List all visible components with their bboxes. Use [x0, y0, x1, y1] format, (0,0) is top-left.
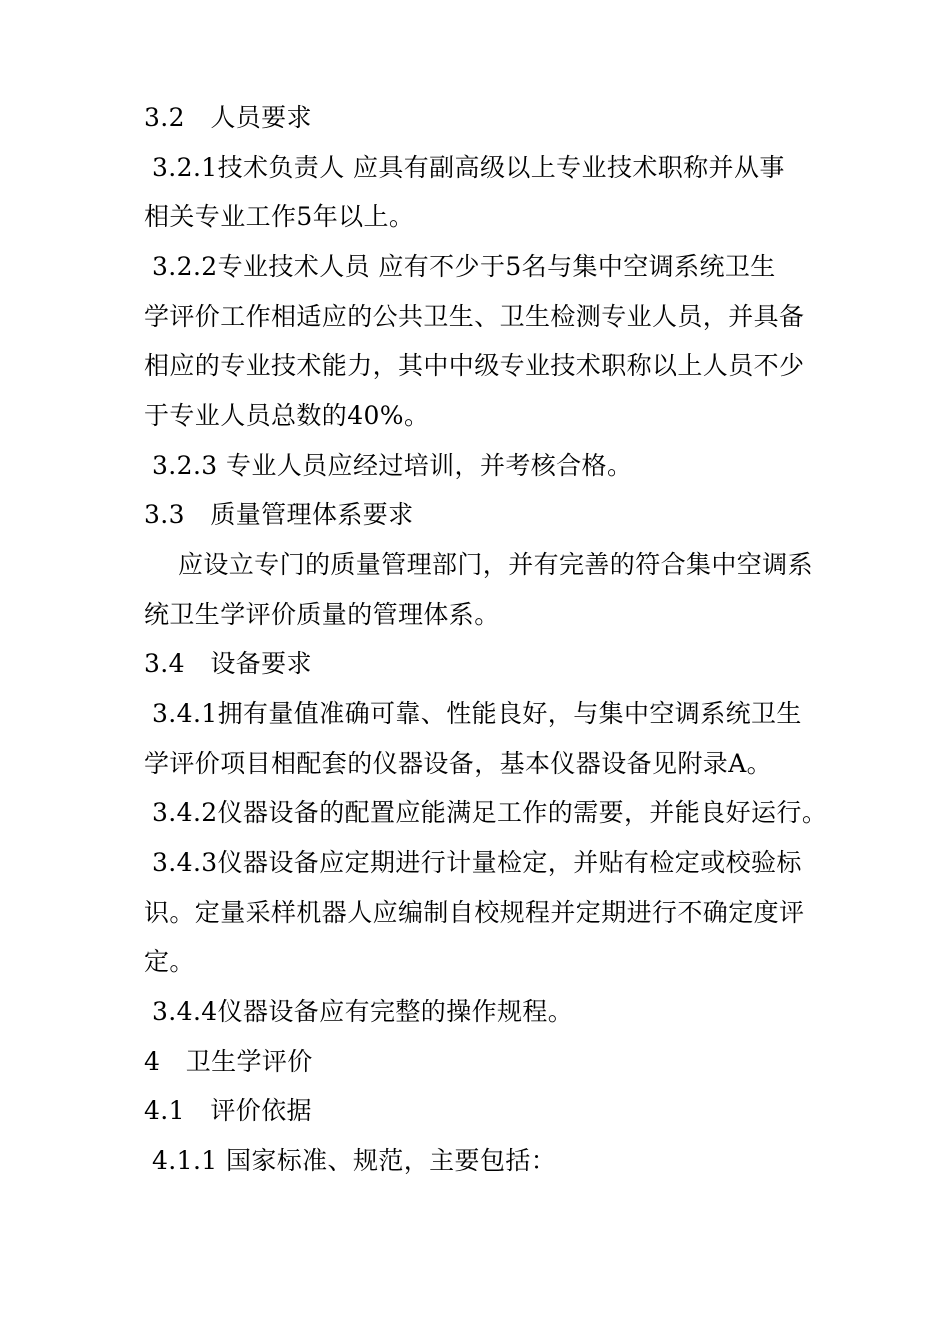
section-heading-4: 4 卫生学评价 — [144, 1047, 313, 1076]
paragraph-line: 3.2.3 专业人员应经过培训，并考核合格。 — [152, 451, 633, 480]
paragraph-line: 学评价工作相适应的公共卫生、卫生检测专业人员，并具备 — [144, 302, 805, 331]
paragraph-line: 相应的专业技术能力，其中中级专业技术职称以上人员不少 — [144, 351, 805, 380]
paragraph-line: 3.4.4仪器设备应有完整的操作规程。 — [152, 997, 574, 1026]
section-heading-4-1: 4.1 评价依据 — [144, 1096, 312, 1125]
paragraph-line: 定。 — [144, 947, 195, 976]
paragraph-line: 3.4.3仪器设备应定期进行计量检定，并贴有检定或校验标 — [152, 848, 802, 877]
paragraph-line: 应设立专门的质量管理部门，并有完善的符合集中空调系 — [178, 550, 814, 579]
paragraph-line: 统卫生学评价质量的管理体系。 — [144, 600, 500, 629]
paragraph-line: 学评价项目相配套的仪器设备，基本仪器设备见附录A。 — [144, 749, 773, 778]
paragraph-line: 3.2.1技术负责人 应具有副高级以上专业技术职称并从事 — [152, 153, 785, 182]
section-heading-3-2: 3.2 人员要求 — [144, 103, 312, 132]
paragraph-line: 识。定量采样机器人应编制自校规程并定期进行不确定度评 — [144, 898, 805, 927]
paragraph-line: 3.4.2仪器设备的配置应能满足工作的需要，并能良好运行。 — [152, 798, 828, 827]
paragraph-line: 4.1.1 国家标准、规范，主要包括： — [152, 1146, 557, 1175]
paragraph-line: 相关专业工作5年以上。 — [144, 202, 415, 231]
paragraph-line: 3.4.1拥有量值准确可靠、性能良好，与集中空调系统卫生 — [152, 699, 802, 728]
section-heading-3-4: 3.4 设备要求 — [144, 649, 312, 678]
paragraph-line: 于专业人员总数的40%。 — [144, 401, 430, 430]
section-heading-3-3: 3.3 质量管理体系要求 — [144, 500, 414, 529]
paragraph-line: 3.2.2专业技术人员 应有不少于5名与集中空调系统卫生 — [152, 252, 776, 281]
